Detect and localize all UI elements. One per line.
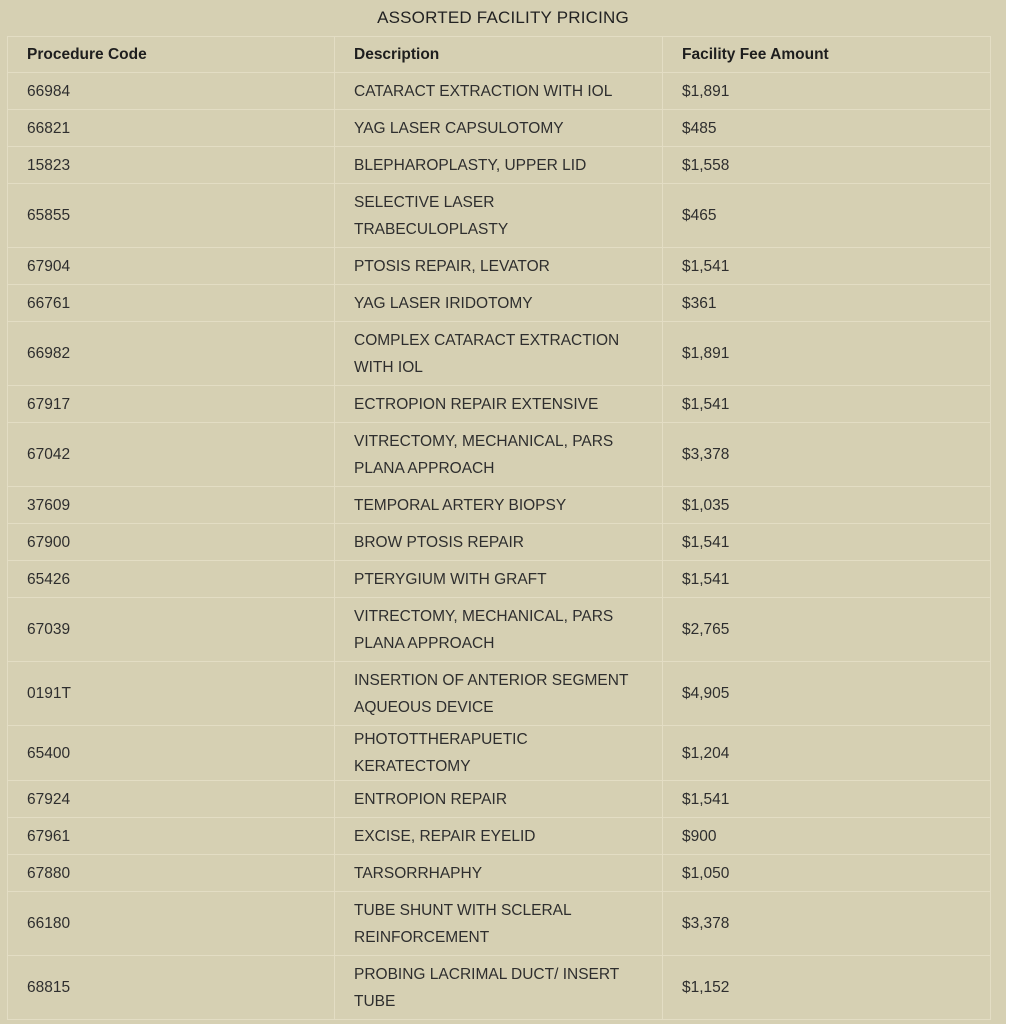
fee-cell: $1,541	[663, 524, 991, 561]
procedure-code-cell: 67904	[8, 248, 335, 285]
description-cell: ECTROPION REPAIR EXTENSIVE	[335, 386, 663, 423]
fee-cell: $1,541	[663, 781, 991, 818]
procedure-code-cell: 67900	[8, 524, 335, 561]
table-caption: ASSORTED FACILITY PRICING	[377, 8, 629, 27]
table-row	[8, 892, 991, 956]
procedure-code-cell: 66821	[8, 110, 335, 147]
procedure-code-cell: 67039	[8, 598, 335, 662]
description-cell: BROW PTOSIS REPAIR	[335, 524, 663, 561]
table-header-row	[8, 37, 991, 73]
table-row	[8, 487, 991, 524]
description-cell: SELECTIVE LASER TRABECULOPLASTY	[335, 184, 663, 248]
procedure-code-cell: 68815	[8, 956, 335, 1020]
table-row	[8, 110, 991, 147]
description-cell: COMPLEX CATARACT EXTRACTION WITH IOL	[335, 322, 663, 386]
fee-cell: $1,035	[663, 487, 991, 524]
fee-cell: $1,558	[663, 147, 991, 184]
header-facility-fee: Facility Fee Amount	[663, 37, 991, 73]
description-cell: PROBING LACRIMAL DUCT/ INSERT TUBE	[335, 956, 663, 1020]
table-row	[8, 855, 991, 892]
header-procedure-code: Procedure Code	[8, 37, 335, 73]
table-row	[8, 73, 991, 110]
procedure-code-cell: 65855	[8, 184, 335, 248]
table-row	[8, 561, 991, 598]
fee-cell: $3,378	[663, 423, 991, 487]
table-row	[8, 322, 991, 386]
table-row	[8, 662, 991, 726]
procedure-code-cell: 66982	[8, 322, 335, 386]
table-row	[8, 285, 991, 322]
procedure-code-cell: 66761	[8, 285, 335, 322]
header-description: Description	[335, 37, 663, 73]
description-cell: YAG LASER IRIDOTOMY	[335, 285, 663, 322]
procedure-code-cell: 67924	[8, 781, 335, 818]
description-cell: TUBE SHUNT WITH SCLERAL REINFORCEMENT	[335, 892, 663, 956]
description-cell: ENTROPION REPAIR	[335, 781, 663, 818]
fee-cell: $1,050	[663, 855, 991, 892]
fee-cell: $4,905	[663, 662, 991, 726]
table-row	[8, 524, 991, 561]
procedure-code-cell: 67042	[8, 423, 335, 487]
table-row	[8, 423, 991, 487]
description-cell: VITRECTOMY, MECHANICAL, PARS PLANA APPROACH	[335, 598, 663, 662]
description-cell: PTOSIS REPAIR, LEVATOR	[335, 248, 663, 285]
fee-cell: $1,891	[663, 73, 991, 110]
fee-cell: $465	[663, 184, 991, 248]
description-cell: CATARACT EXTRACTION WITH IOL	[335, 73, 663, 110]
table-row	[8, 147, 991, 184]
table-row	[8, 781, 991, 818]
fee-cell: $1,541	[663, 561, 991, 598]
procedure-code-cell: 67917	[8, 386, 335, 423]
procedure-code-cell: 37609	[8, 487, 335, 524]
fee-cell: $1,541	[663, 386, 991, 423]
facility-pricing-table	[7, 36, 991, 1020]
table-row	[8, 956, 991, 1020]
procedure-code-cell: 0191T	[8, 662, 335, 726]
fee-cell: $1,541	[663, 248, 991, 285]
description-cell: PTERYGIUM WITH GRAFT	[335, 561, 663, 598]
fee-cell: $1,152	[663, 956, 991, 1020]
description-cell: BLEPHAROPLASTY, UPPER LID	[335, 147, 663, 184]
description-cell: INSERTION OF ANTERIOR SEGMENT AQUEOUS DEVICE	[335, 662, 663, 726]
procedure-code-cell: 66180	[8, 892, 335, 956]
fee-cell: $900	[663, 818, 991, 855]
description-cell: PHOTOTTHERAPUETIC KERATECTOMY	[335, 726, 663, 781]
table-row	[8, 248, 991, 285]
table-row	[8, 726, 991, 781]
table-row	[8, 386, 991, 423]
procedure-code-cell: 15823	[8, 147, 335, 184]
fee-cell: $1,204	[663, 726, 991, 781]
fee-cell: $485	[663, 110, 991, 147]
procedure-code-cell: 67961	[8, 818, 335, 855]
table-row	[8, 818, 991, 855]
description-cell: VITRECTOMY, MECHANICAL, PARS PLANA APPROACH	[335, 423, 663, 487]
table-row	[8, 184, 991, 248]
description-cell: EXCISE, REPAIR EYELID	[335, 818, 663, 855]
procedure-code-cell: 66984	[8, 73, 335, 110]
description-cell: TEMPORAL ARTERY BIOPSY	[335, 487, 663, 524]
fee-cell: $2,765	[663, 598, 991, 662]
fee-cell: $1,891	[663, 322, 991, 386]
description-cell: TARSORRHAPHY	[335, 855, 663, 892]
procedure-code-cell: 65426	[8, 561, 335, 598]
fee-cell: $361	[663, 285, 991, 322]
procedure-code-cell: 67880	[8, 855, 335, 892]
description-cell: YAG LASER CAPSULOTOMY	[335, 110, 663, 147]
procedure-code-cell: 65400	[8, 726, 335, 781]
fee-cell: $3,378	[663, 892, 991, 956]
table-row	[8, 598, 991, 662]
